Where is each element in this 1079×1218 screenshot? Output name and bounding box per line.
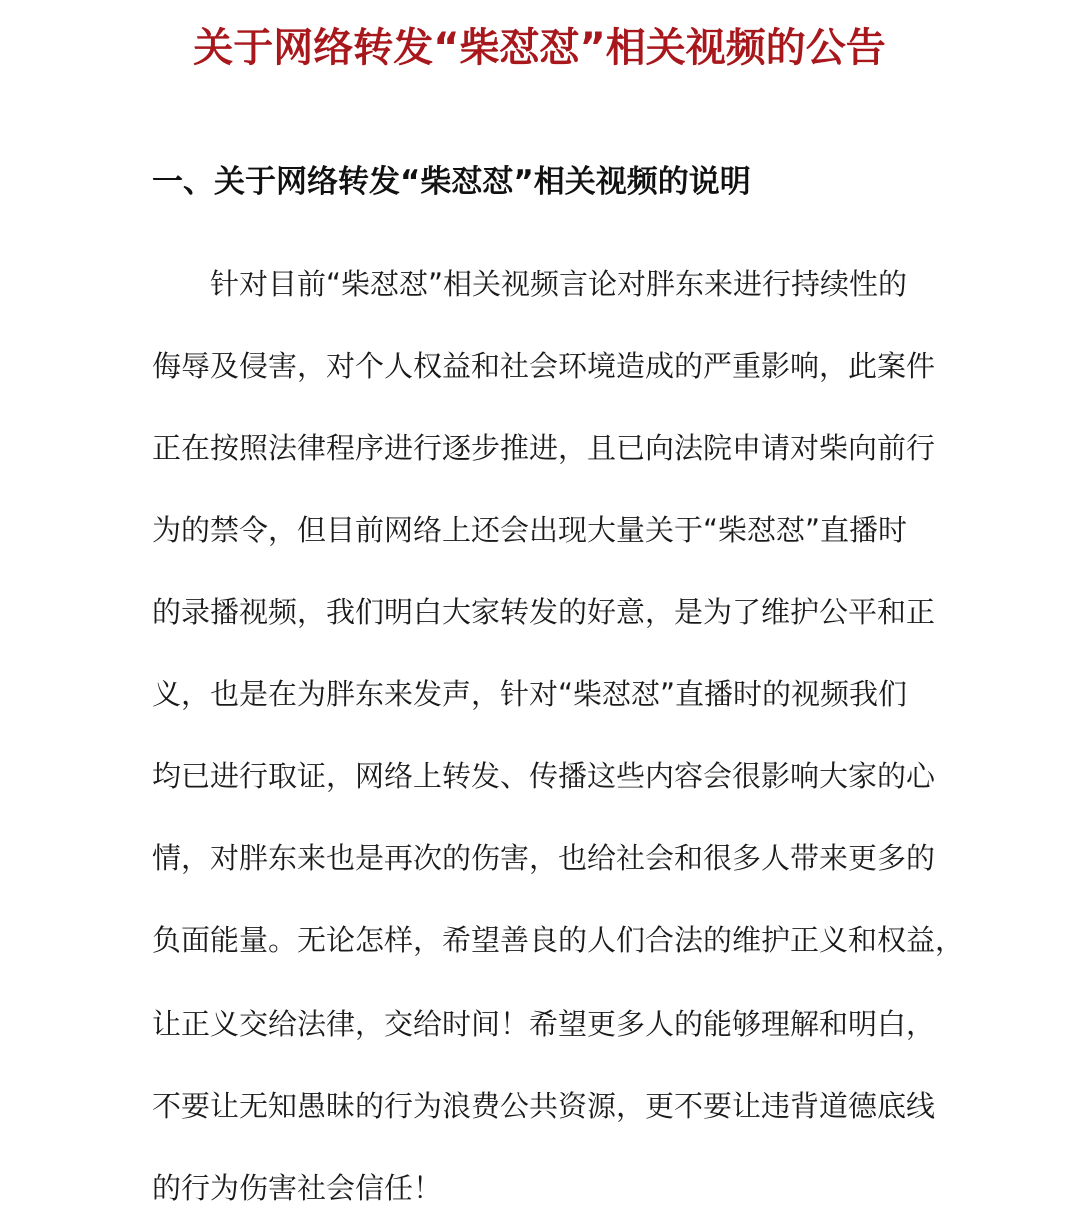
body-line-12: 的行为伤害社会信任！ — [152, 1171, 443, 1205]
section-heading: 一、关于网络转发“柴怼怼”相关视频的说明 — [152, 164, 751, 200]
body-line-6: 义，也是在为胖东来发声，针对“柴怼怼”直播时的视频我们 — [152, 677, 908, 711]
body-line-5: 的录播视频，我们明白大家转发的好意，是为了维护公平和正 — [152, 595, 936, 629]
body-line-2: 侮辱及侵害，对个人权益和社会环境造成的严重影响，此案件 — [152, 349, 936, 383]
body-line-7: 均已进行取证，网络上转发、传播这些内容会很影响大家的心 — [152, 759, 936, 793]
body-line-3: 正在按照法律程序进行逐步推进，且已向法院申请对柴向前行 — [152, 431, 936, 465]
body-line-11: 不要让无知愚昧的行为浪费公共资源，更不要让违背道德底线 — [152, 1089, 936, 1123]
body-line-9: 负面能量。无论怎样，希望善良的人们合法的维护正义和权益， — [152, 923, 965, 957]
body-line-10: 让正义交给法律，交给时间！希望更多人的能够理解和明白， — [152, 1007, 936, 1041]
document-title: 关于网络转发“柴怼怼”相关视频的公告 — [193, 25, 886, 71]
body-line-4: 为的禁令，但目前网络上还会出现大量关于“柴怼怼”直播时 — [152, 513, 908, 547]
body-line-1: 针对目前“柴怼怼”相关视频言论对胖东来进行持续性的 — [210, 267, 908, 301]
body-line-8: 情，对胖东来也是再次的伤害，也给社会和很多人带来更多的 — [152, 841, 936, 875]
